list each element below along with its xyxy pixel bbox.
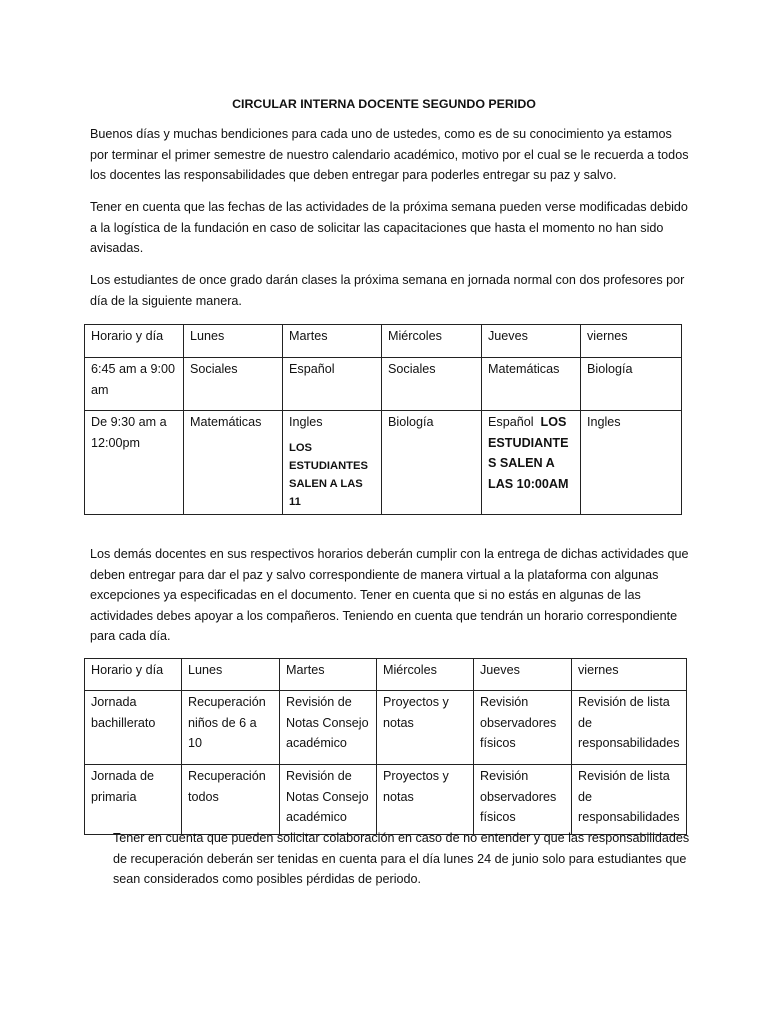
dismissal-note: LOS ESTUDIANTES SALEN A LAS 11 xyxy=(289,441,368,508)
paragraph-students-schedule: Los estudiantes de once grado darán clases la próxima semana en jornada normal con dos profesores por día de la siguiente manera. xyxy=(90,273,685,308)
table-cell: Jornada bachillerato xyxy=(85,691,182,765)
table-header-row xyxy=(85,659,687,691)
header-cell: Lunes xyxy=(184,325,283,358)
table-row xyxy=(85,691,687,765)
table-cell xyxy=(283,411,382,515)
table-cell: Proyectos y notas xyxy=(377,691,474,765)
paragraph-collaboration-note: Tener en cuenta que pueden solicitar colaboración en caso de no entender y que las responsabilidades de recuperación deberán ser tenidas en cuenta para el día lunes 24 de junio solo para estudiantes que sean considerados como posibles pérdidas de periodo. xyxy=(113,831,690,886)
paragraph-dates-notice: Tener en cuenta que las fechas de las actividades de la próxima semana pueden verse modificadas debido a la logística de la fundación en caso de solicitar las capacitaciones que hasta el momento no han sido avisadas. xyxy=(90,200,688,255)
table-cell: Recuperación todos xyxy=(182,765,280,835)
table-cell: Proyectos y notas xyxy=(377,765,474,835)
document-title: CIRCULAR INTERNA DOCENTE SEGUNDO PERIDO xyxy=(232,97,536,111)
dismissal-note: LOS ESTUDIANTES SALEN A LAS 10:00AM xyxy=(488,415,569,491)
paragraph-teachers-delivery: Los demás docentes en sus respectivos horarios deberán cumplir con la entrega de dichas actividades que deben entregar para dar el paz y salvo correspondiente de manera virtual a la plataforma con algunas excepciones ya especificadas en el documento. Tener en cuenta que si no estás en algunas de las actividades debes apoyar a los compañeros. Teniendo en cuenta que tendrán un horario correspondiente para cada día. xyxy=(90,547,689,643)
table-cell: Matemáticas xyxy=(482,358,581,411)
table-cell: Matemáticas xyxy=(184,411,283,515)
header-cell: viernes xyxy=(581,325,682,358)
table-cell: Sociales xyxy=(382,358,482,411)
header-cell: Martes xyxy=(280,659,377,691)
table-cell: Español xyxy=(283,358,382,411)
header-cell: Martes xyxy=(283,325,382,358)
header-cell: Miércoles xyxy=(377,659,474,691)
table-cell: Sociales xyxy=(184,358,283,411)
schedule-table-teachers xyxy=(84,658,687,835)
table-cell: Revisión de lista de responsabilidades xyxy=(572,691,687,765)
cell-subject: Ingles xyxy=(289,415,323,429)
table-row xyxy=(85,358,682,411)
table-cell: De 9:30 am a 12:00pm xyxy=(85,411,184,515)
header-cell: Miércoles xyxy=(382,325,482,358)
table-cell: Jornada de primaria xyxy=(85,765,182,835)
table-cell: Revisión observadores físicos xyxy=(474,691,572,765)
table-cell: Revisión de Notas Consejo académico xyxy=(280,691,377,765)
table-cell: Biología xyxy=(581,358,682,411)
table-cell: Recuperación niños de 6 a 10 xyxy=(182,691,280,765)
table-cell: Revisión de Notas Consejo académico xyxy=(280,765,377,835)
table-cell: Biología xyxy=(382,411,482,515)
table-row xyxy=(85,765,687,835)
paragraph-greeting: Buenos días y muchas bendiciones para cada uno de ustedes, como es de su conocimiento ya estamos por terminar el primer semestre de nuestro calendario académico, motivo por el cual se le recuerda a todos los docentes las responsabilidades que deben entregar para poderles entregar su paz y salvo. xyxy=(90,127,689,182)
header-cell: viernes xyxy=(572,659,687,691)
table-cell xyxy=(482,411,581,515)
table-row xyxy=(85,411,682,515)
header-cell: Jueves xyxy=(482,325,581,358)
schedule-table-eleventh-grade xyxy=(84,324,682,515)
table-cell: Revisión de lista de responsabilidades xyxy=(572,765,687,835)
header-cell: Lunes xyxy=(182,659,280,691)
header-cell: Horario y día xyxy=(85,325,184,358)
header-cell: Horario y día xyxy=(85,659,182,691)
table-header-row xyxy=(85,325,682,358)
table-cell: Revisión observadores físicos xyxy=(474,765,572,835)
cell-subject: Español xyxy=(488,415,534,429)
table-cell: Ingles xyxy=(581,411,682,515)
table-cell: 6:45 am a 9:00 am xyxy=(85,358,184,411)
header-cell: Jueves xyxy=(474,659,572,691)
